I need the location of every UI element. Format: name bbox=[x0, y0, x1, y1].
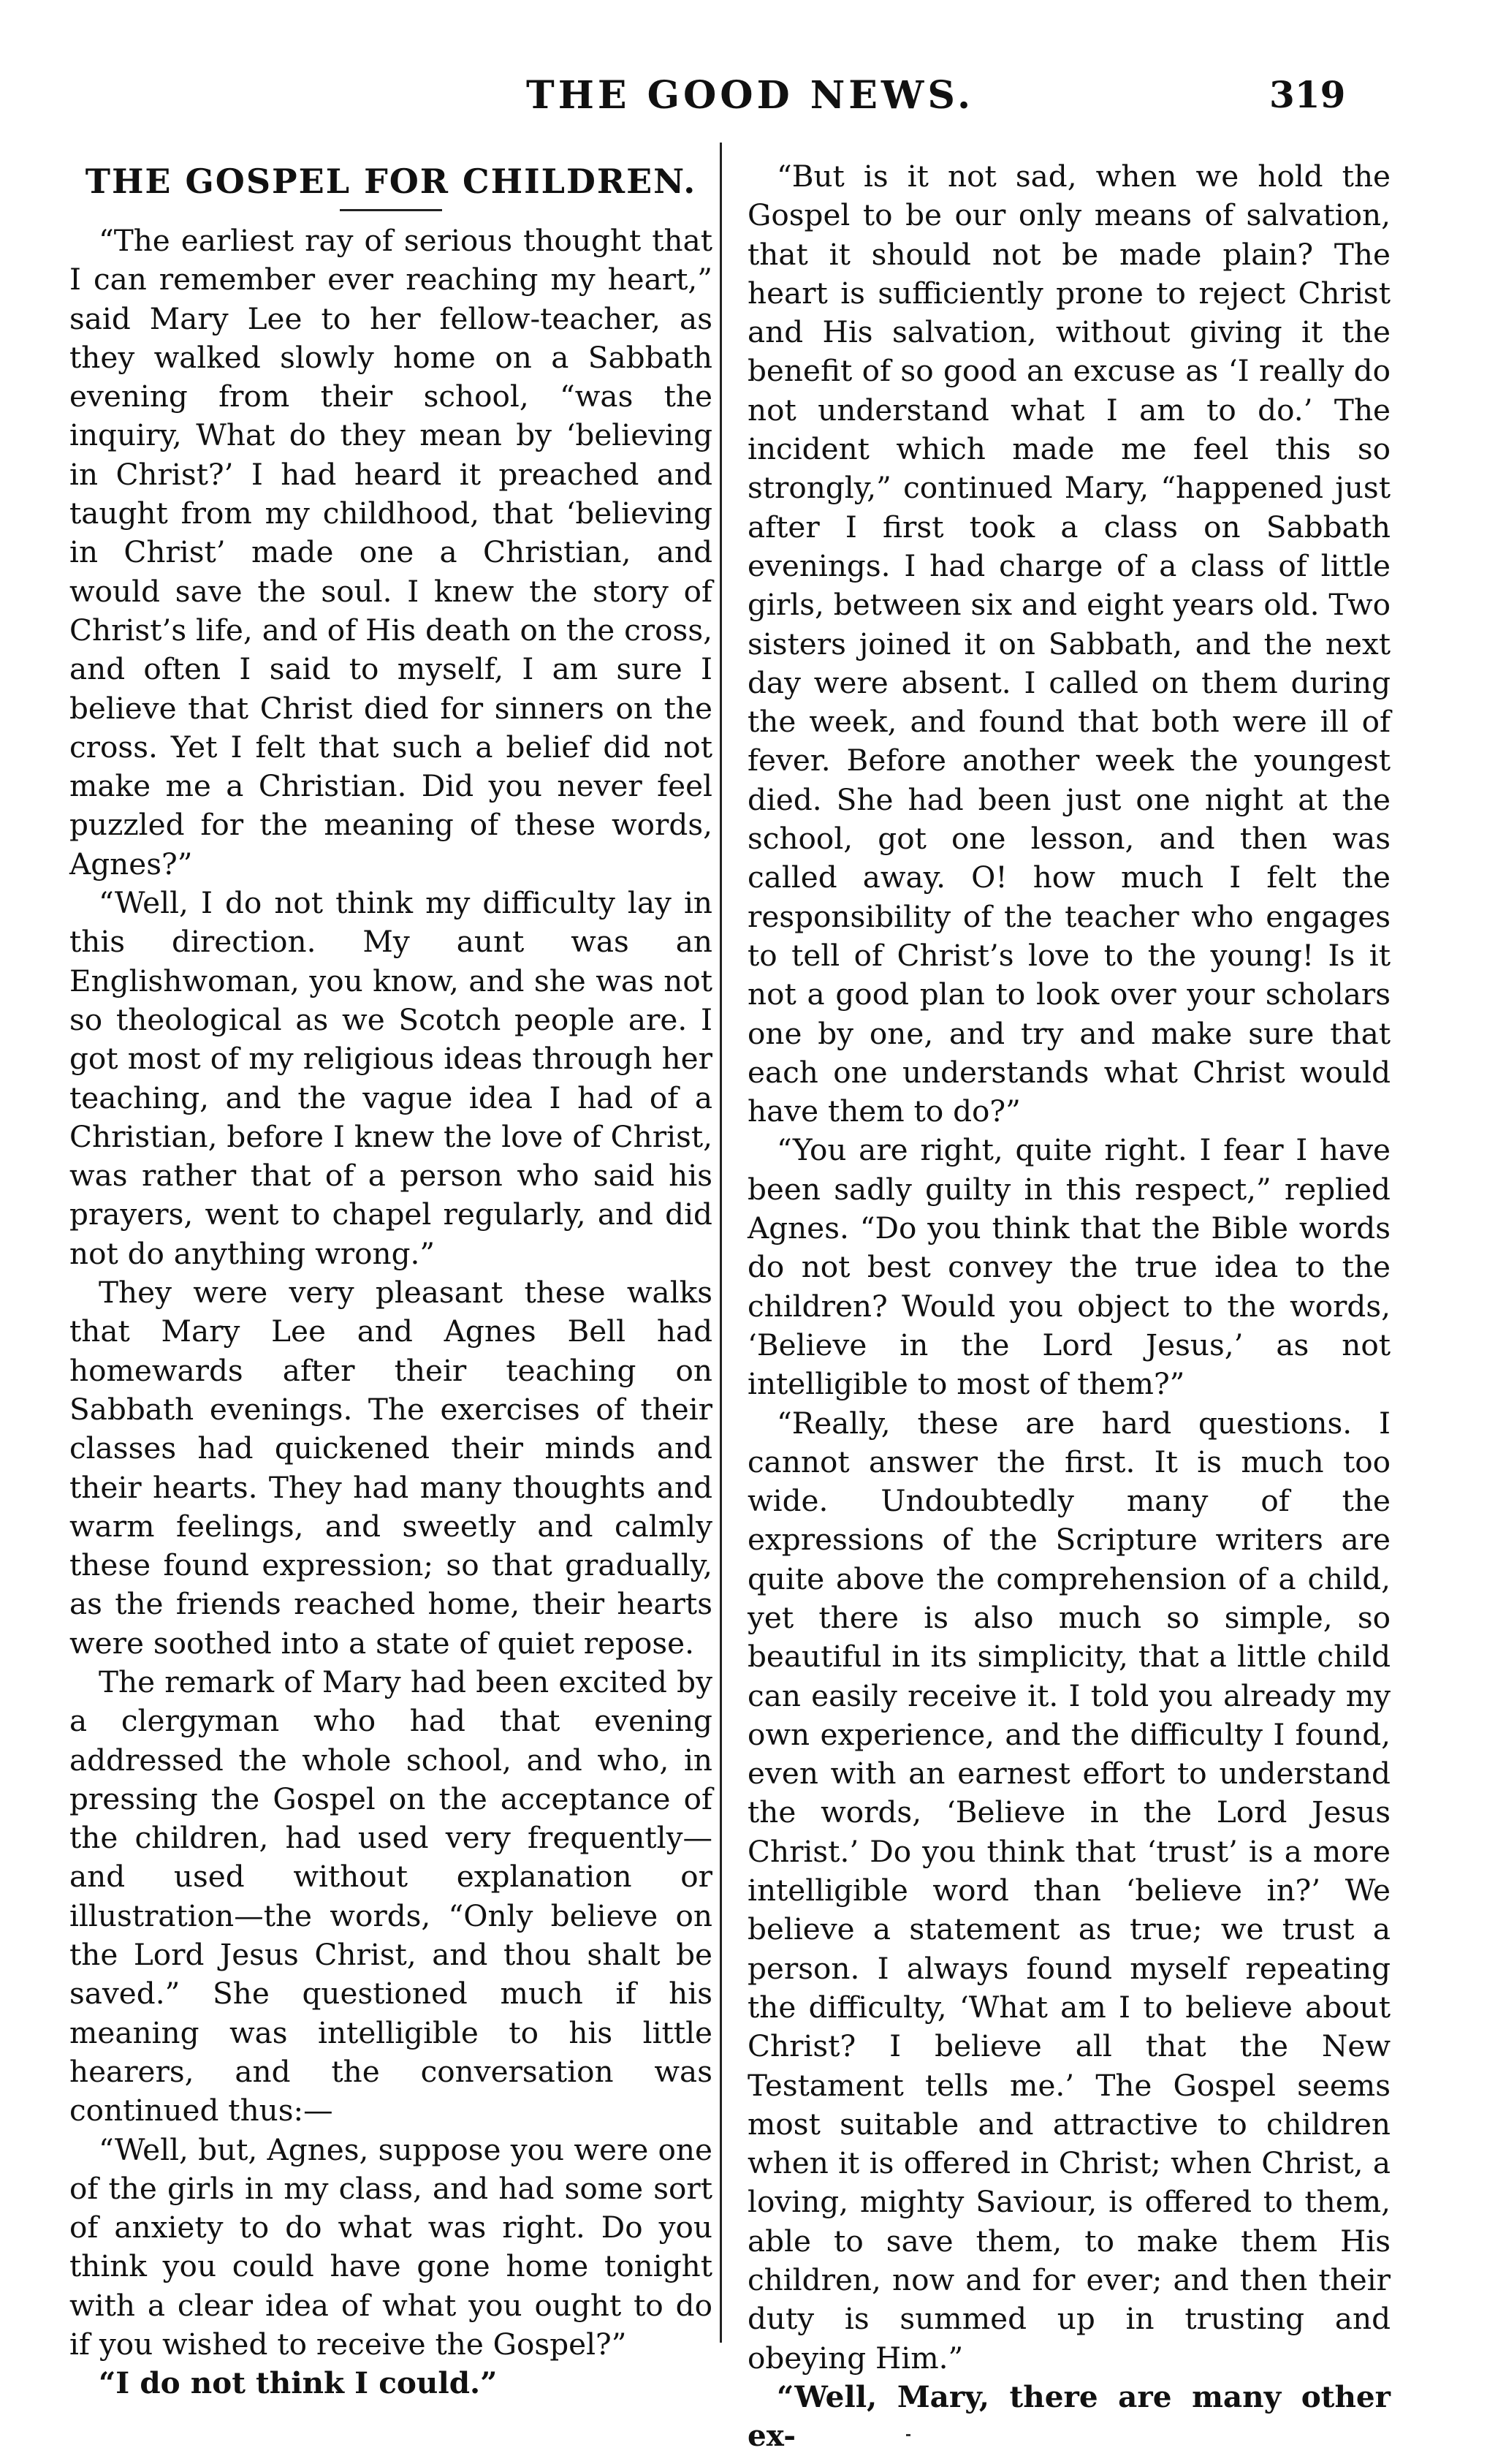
column-divider bbox=[720, 143, 722, 2343]
paragraph: “Well, but, Agnes, suppose you were one of the girls in my class, and had some sort of anxiety to do what was right. Do you think you could have gone home tonight with a clear idea of what you ought to do if you wished to receive the Gospel?” bbox=[69, 2131, 712, 2362]
paragraph: “Well, I do not think my difficulty lay in this direction. My aunt was an Englishwoman, you know, and she was not so theological as we Scotch people are. I got most of my religious ideas through her teaching, and the vague idea I had of a Christian, before I knew the love of Christ, was rather that of a person who said his prayers, went to chapel regularly, and did not do anything wrong.” bbox=[69, 885, 712, 1271]
paragraph: “Well, Mary, there are many other ex- bbox=[748, 2378, 1391, 2454]
paragraph: “I do not think I could.” bbox=[99, 2365, 498, 2401]
right-column bbox=[748, 157, 1391, 2456]
paragraph: The remark of Mary had been excited by a clergyman who had that evening addressed the whole school, and who, in pressing the Gospel on the acceptance of the children, had used very frequently—and used without explanation or illustration—the words, “Only believe on the Lord Jesus Christ, and thou shalt be saved.” She questioned much if his meaning was intelligible to his little hearers, and the conversation was continued thus:— bbox=[69, 1664, 712, 2128]
left-column bbox=[69, 157, 712, 2403]
footer-mark bbox=[906, 2434, 910, 2436]
running-title: THE GOOD NEWS. bbox=[526, 73, 975, 118]
paragraph: They were very pleasant these walks that Mary Lee and Agnes Bell had homewards after their teaching on Sabbath evenings. The exercises of their classes had quickened their minds and their hearts. They had many thoughts and warm feelings, and sweetly and calmly these found expression; so that gradually, as the friends reached home, their hearts were soothed into a state of quiet repose. bbox=[69, 1275, 712, 1661]
title-rule bbox=[340, 209, 442, 211]
paragraph: “But is it not sad, when we hold the Gospel to be our only means of salvation, that it should not be made plain? The heart is sufficiently prone to reject Christ and His salvation, without giving it the benefit of so good an excuse as ‘I really do not understand what I am to do.’ The incident which made me feel this so strongly,” continued Mary, “happened just after I first took a class on Sabbath evenings. I had charge of a class of little girls, between six and eight years old. Two sisters joined it on Sabbath, and the next day were absent. I called on them during the week, and found that both were ill of fever. Before another week the youngest died. She had been just one night at the school, got one lesson, and then was called away. O! how much I felt the responsibility of the teacher who engages to tell of Christ’s love to the young! Is it not a good plan to look over your scholars one by one, and try and make sure that each one understands what Christ would have them to do?” bbox=[748, 159, 1391, 1129]
page-number: 319 bbox=[1269, 73, 1346, 116]
paragraph: “The earliest ray of serious thought that I can remember ever reaching my heart,” said Mary Lee to her fellow-teacher, as they walked slowly home on a Sabbath evening from their school, “was the inquiry, What do they mean by ‘believing in Christ?’ I had heard it preached and taught from my childhood, that ‘believing in Christ’ made one a Christian, and would save the soul. I knew the story of Christ’s life, and of His death on the cross, and often I said to myself, I am sure I believe that Christ died for sinners on the cross. Yet I felt that such a belief did not make me a Christian. Did you never feel puzzled for the meaning of these words, Agnes?” bbox=[69, 223, 712, 882]
article-title: THE GOSPEL FOR CHILDREN. bbox=[85, 162, 697, 201]
page-header bbox=[0, 73, 1487, 124]
paragraph: “You are right, quite right. I fear I have been sadly guilty in this respect,” replied Agnes. “Do you think that the Bible words do not best convey the true idea to the children? Would you object to the words, ‘Believe in the Lord Jesus,’ as not intelligible to most of them?” bbox=[748, 1132, 1391, 1402]
paragraph: “Really, these are hard questions. I cannot answer the first. It is much too wide. Undoubtedly many of the expressions of the Scripture writers are quite above the comprehension of a child, yet there is also much so simple, so beautiful in its simplicity, that a little child can easily receive it. I told you already my own experience, and the difficulty I found, even with an earnest effort to understand the words, ‘Believe in the Lord Jesus Christ.’ Do you think that ‘trust’ is a more intelligible word than ‘believe in?’ We believe a statement as true; we trust a person. I always found myself repeating the difficulty, ‘What am I to believe about Christ? I believe all that the New Testament tells me.’ The Gospel seems most suitable and attractive to children when it is offered in Christ; when Christ, a loving, mighty Saviour, is offered to them, able to save them, to make them His children, now and for ever; and then their duty is summed up in trusting and obeying Him.” bbox=[748, 1405, 1391, 2376]
